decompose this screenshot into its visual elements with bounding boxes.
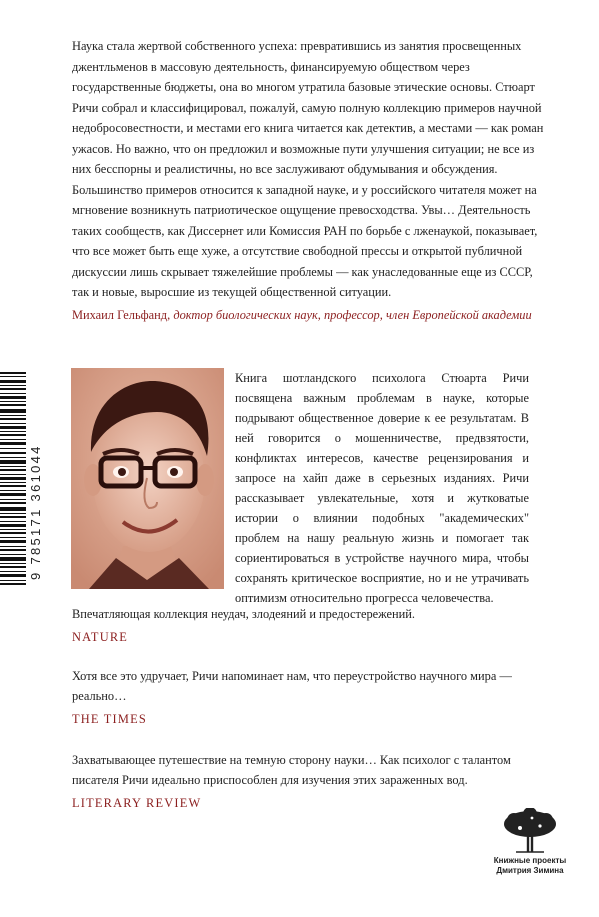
quote-author: Михаил Гельфанд,	[72, 308, 171, 322]
author-photo	[71, 368, 224, 589]
isbn-barcode	[0, 368, 26, 588]
review-text: Впечатляющая коллекция неудач, злодеяний и предостережений.	[72, 607, 416, 621]
main-quote-text: Наука стала жертвой собственного успеха: превратившись из занятия просвещенных джентльменов в массовую деятельность, финансируемую обществом через государственные бюджеты, она во многом утратила базовые этические основы. Стюарт Ричи собрал и классифицировал, пожалуй, самую полную коллекцию примеров научной недобросовестности, и местами его книга читается как детектив, а местами — как роман ужасов. Но важно, что он предложил и возможные пути улучшения ситуации; не все из них бесспорны и реалистичны, но все заслуживают обдумывания и обсуждения. Большинство примеров относится к западной науке, и у российского читателя может на мгновение возникнуть патриотическое ощущение превосходства. Увы… Деятельность таких сообществ, как Диссернет или Комиссия РАН по борьбе с лженаукой, показывает, что все может быть еще хуже, а отсутствие свободной прессы и открытой публичной дискуссии лишь скрывает тяжелейшие проблемы — как унаследованные еще из СССР, так и новые, выросшие из текущей общественной ситуации.	[72, 39, 544, 299]
review-source: LITERARY REVIEW	[72, 796, 202, 810]
review-source: NATURE	[72, 630, 129, 644]
review-literary-review	[72, 750, 542, 811]
review-nature	[72, 604, 542, 645]
quote-signature	[72, 305, 552, 325]
review-text: Захватывающее путешествие на темную сторону науки… Как психолог с талантом писателя Ричи идеально приспособлен для изучения этих зараженных вод.	[72, 753, 511, 787]
oak-tree-icon	[502, 808, 558, 854]
quote-author-title: доктор биологических наук, профессор, член Европейской академии	[173, 308, 532, 322]
publisher-name: Книжные проекты Дмитрия Зимина	[493, 856, 567, 875]
author-portrait	[71, 368, 224, 589]
review-text: Хотя все это удручает, Ричи напоминает нам, что переустройство научного мира — реально…	[72, 669, 512, 703]
isbn-number: 9 785171 361044	[28, 444, 43, 580]
book-description: Книга шотландского психолога Стюарта Ричи посвящена важным проблемам в науке, которые подрывают общественное доверие к ее результатам. В ней говорится о мошенничестве, предвзятости, конфликтах интересов, качестве рецензирования и запросе на хайп даже в серьезных изданиях. Ричи рассказывает увлекательные, хотя и жутковатые истории о влиянии подобных "академических" проблем на нашу реальную жизнь и помогает так сориентироваться в устройстве научного мира, чтобы сохранять критическое восприятие, но и не утрачивать оптимизм относительно прогресса человечества.	[235, 371, 529, 605]
review-the-times	[72, 666, 542, 727]
review-source: THE TIMES	[72, 712, 147, 726]
barcode-bars	[0, 368, 26, 588]
barcode-digits	[26, 380, 44, 580]
publisher-logo	[480, 808, 580, 876]
